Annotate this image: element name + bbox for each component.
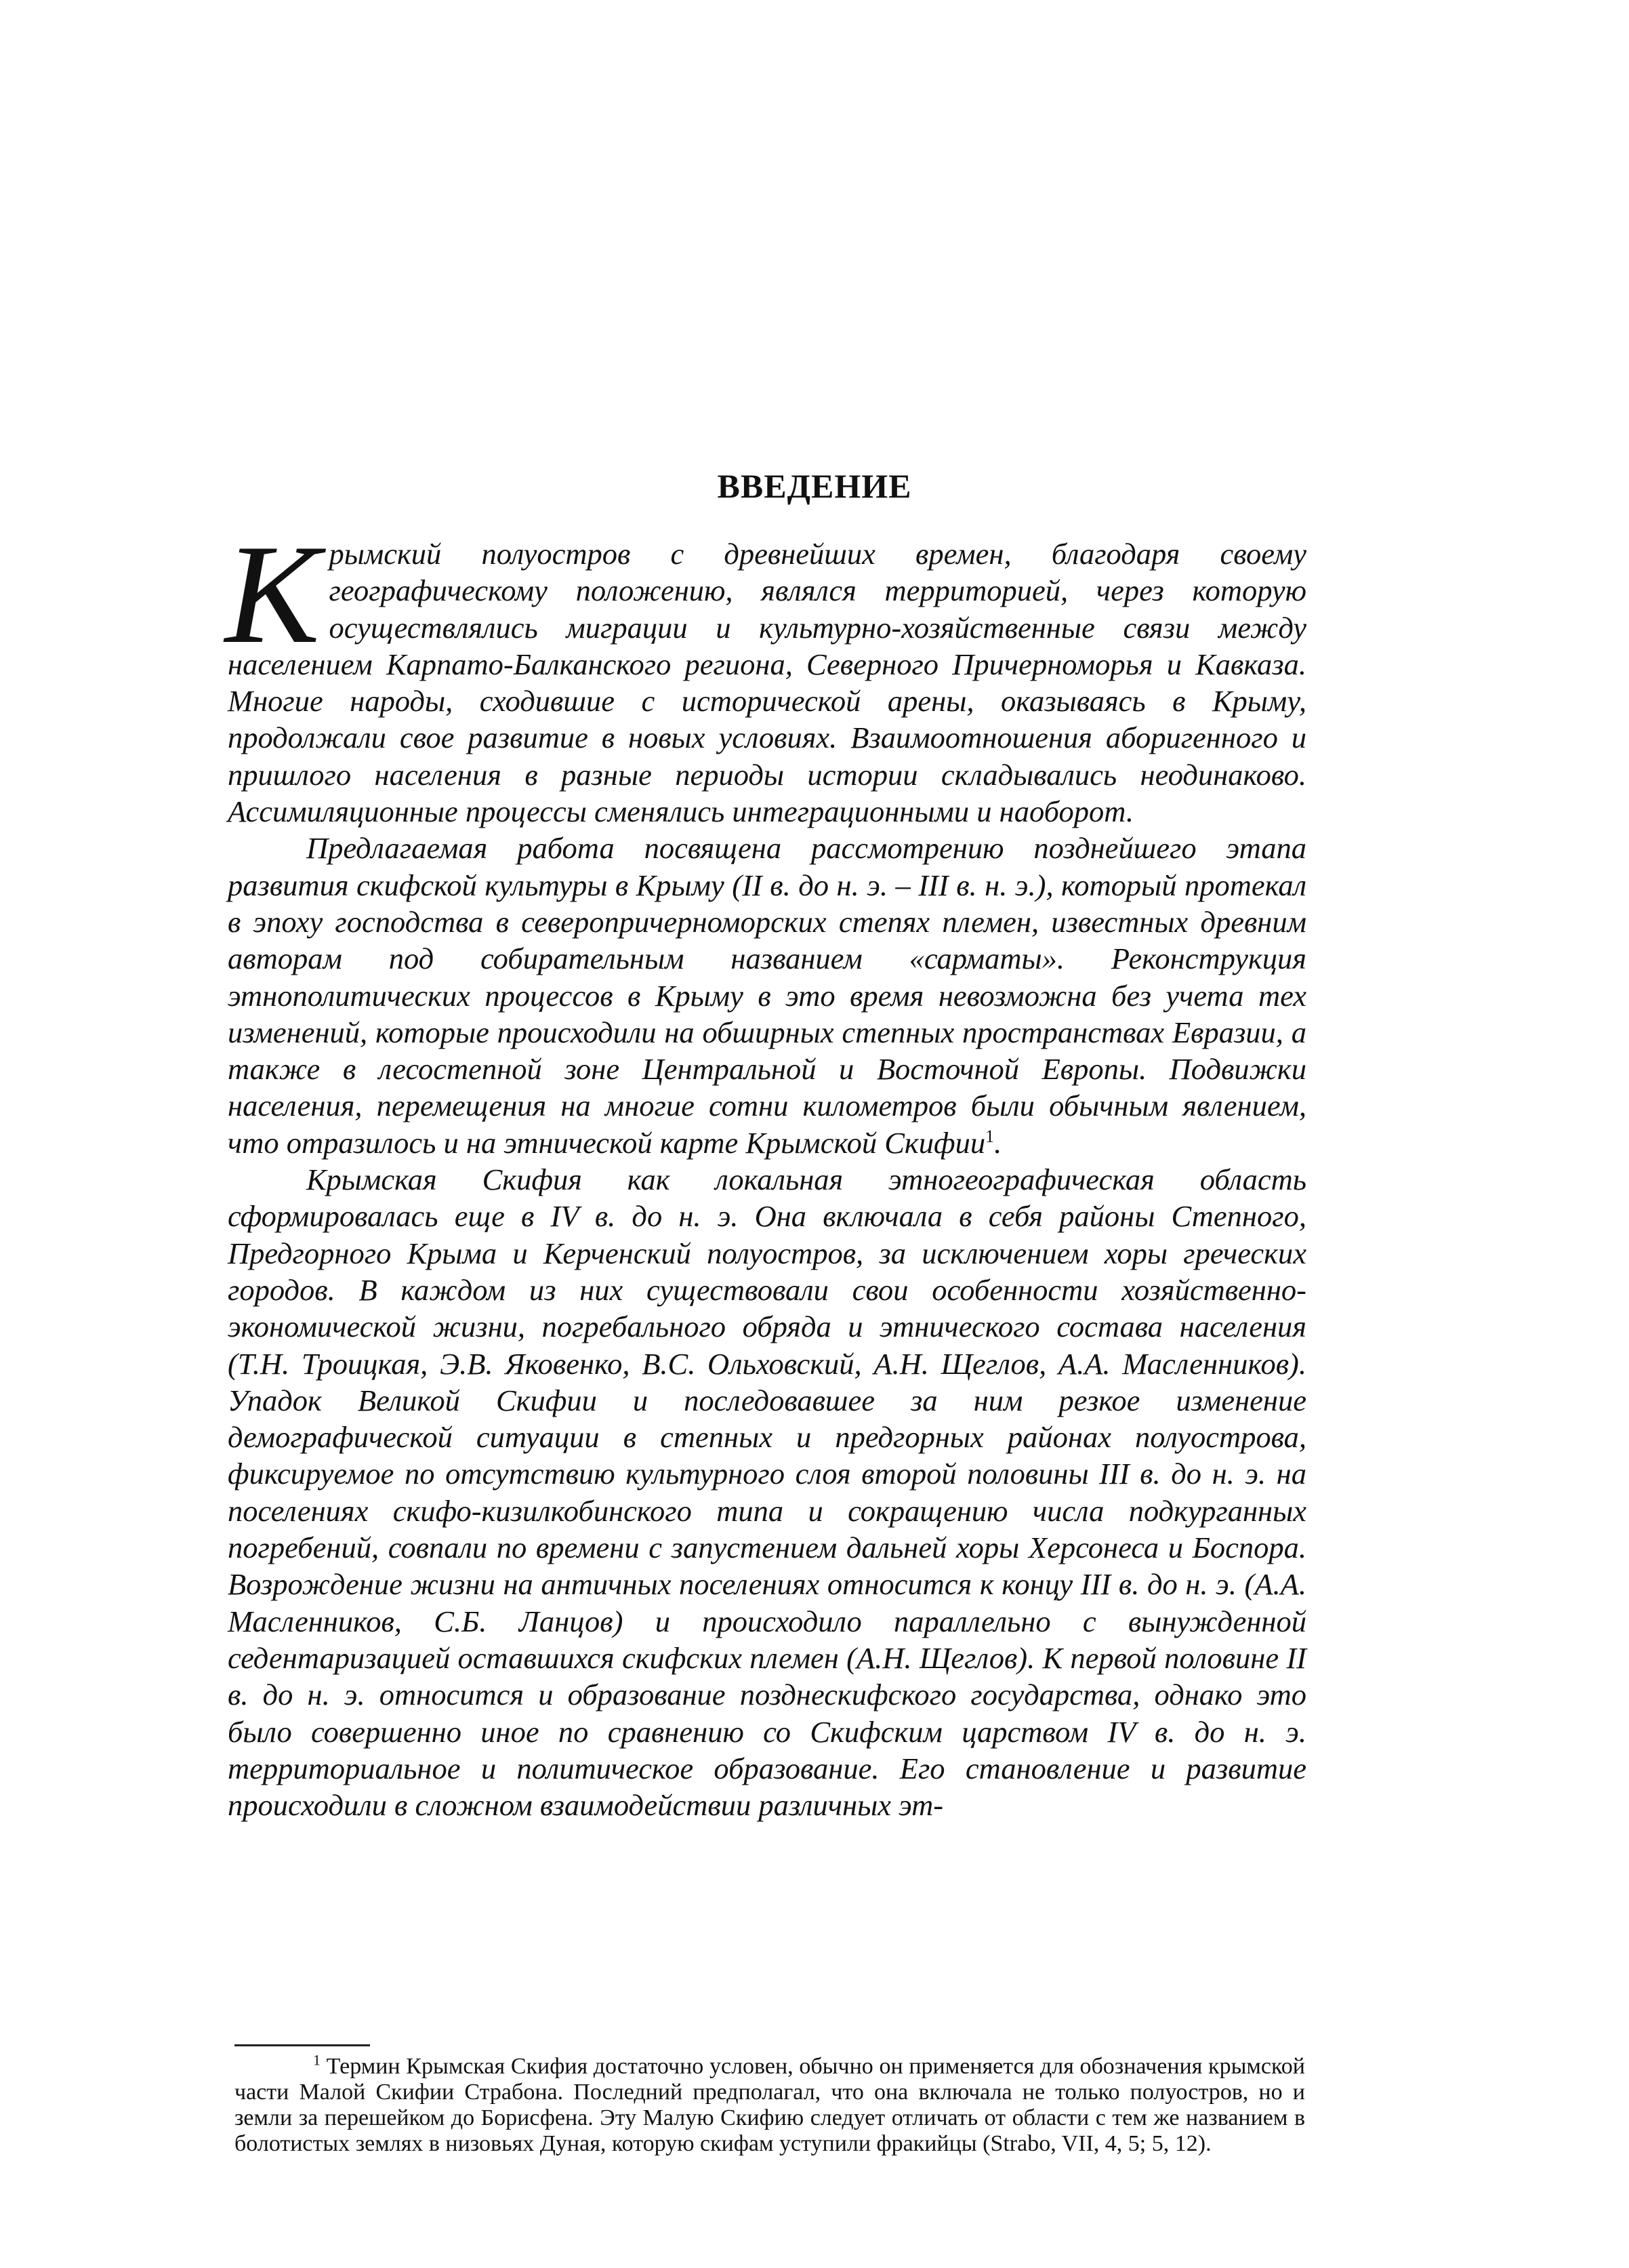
footnote-divider <box>234 2044 370 2046</box>
paragraph-3-text: Крымская Скифия как локальная этногеографическая область сформировалась еще в IV в. до н. э. Она включала в себя районы Степного, Предгорного Крыма и Керченский полуостров, за исключением хоры греческих городов. В каждом из них существовали свои особенности хозяйственно-экономической жизни, погребального обряда и этнического состава населения (Т.Н. Троицкая, Э.В. Яковенко, В.С. Ольховский, А.Н. Щеглов, А.А. Масленников). Упадок Великой Скифии и последовавшее за ним резкое изменение демографической ситуации в степных и предгорных районах полуострова, фиксируемое по отсутствию культурного слоя второй половины III в. до н. э. на поселениях скифо-кизилкобинского типа и сокращению числа подкурганных погребений, совпали по времени с запустением дальней хоры Херсонеса и Боспора. Возрождение жизни на античных поселениях относится к концу III в. до н. э. (А.А. Масленников, С.Б. Ланцов) и происходило параллельно с вынужденной седентаризацией оставшихся скифских племен (А.Н. Щеглов). К первой половине II в. до н. э. относится и образование позднескифского государства, однако это было совершенно иное по сравнению со Скифским царством IV в. до н. э. территориальное и политическое образование. Его становление и развитие происходили в сложном взаимодействии различных эт- <box>228 1162 1306 1823</box>
paragraph-2-text: Предлагаемая работа посвящена рассмотрению позднейшего этапа развития скифской культуры в Крыму (II в. до н. э. – III в. н. э.), который протекал в эпоху господства в северопричерноморских степях племен, известных древним авторам под собирательным названием «сарматы». Реконструкция этнополитических процессов в Крыму в это время невозможна без учета тех изменений, которые происходили на обширных степных пространствах Евразии, а также в лесостепной зоне Центральной и Восточной Европы. Подвижки населения, перемещения на многие сотни километров были обычным явлением, что отразилось и на этнической карте Крымской Скифии <box>228 831 1306 1160</box>
paragraph-2 <box>228 830 1306 1161</box>
main-text <box>225 516 1306 1823</box>
paragraph-3 <box>228 1161 1306 1823</box>
footnote-reference[interactable]: 1 <box>985 1126 995 1146</box>
footnote <box>234 2051 1305 2157</box>
paragraph-1 <box>225 516 1306 830</box>
paragraph-1-text: рымский полуостров с древнейших времен, благодаря своему географическому положению, являлся территорией, через которую осуществлялись миграции и культурно-хозяйственные связи между населением Карпато-Балканского региона, Северного Причерноморья и Кавказа. Многие народы, сходившие с исторической арены, оказываясь в Крыму, продолжали свое развитие в новых условиях. Взаимоотношения аборигенного и пришлого населения в разные периоды истории складывались неодинаково. Ассимиляционные процессы сменялись интеграционными и наоборот. <box>228 537 1306 829</box>
paragraph-2-end: . <box>994 1125 1002 1160</box>
drop-cap-letter: К <box>225 516 320 673</box>
footnote-text: Термин Крымская Скифия достаточно условен, обычно он применяется для обозначения крымской части Малой Скифии Страбона. Последний предполагал, что она включала не только полуостров, но и земли за перешейком до Борисфена. Эту Малую Скифию следует отличать от области с тем же названием в болотистых землях в низовьях Дуная, которую скифам уступили фракийцы (Strabo, VII, 4, 5; 5, 12). <box>234 2054 1305 2156</box>
chapter-title: ВВЕДЕНИЕ <box>717 467 912 505</box>
footnote-mark: 1 <box>313 2051 321 2069</box>
